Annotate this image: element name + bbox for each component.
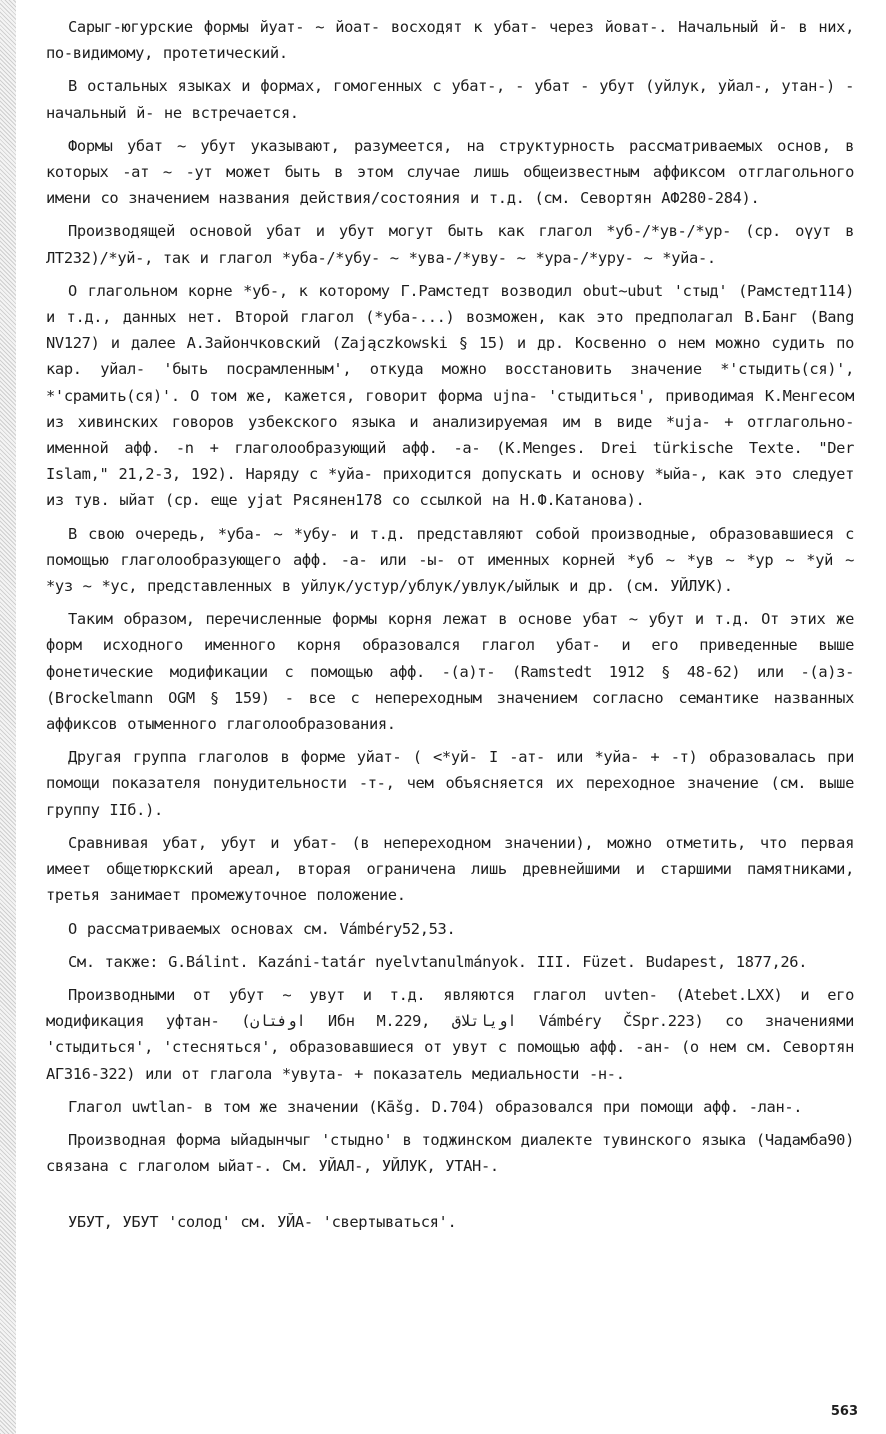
paragraph-14: Производная форма ыйадынчыг 'стыдно' в тоджинском диалекте тувинского языка (Чадамба90) связана с глаголом ыйат-. См. УЙАЛ-, УЙЛУК, УТАН-. — [46, 1130, 854, 1176]
scan-edge-shadow — [0, 0, 16, 1434]
page-body — [46, 14, 854, 1243]
paragraph-9: Сравнивая убат, убут и убат- (в непереходном значении), можно отметить, что первая имеет общетюркский ареал, вторая ограничена лишь древнейшими и старшими памятниками, третья занимает промежуточное положение. — [46, 833, 854, 905]
paragraph-4: Производящей основой убат и убут могут быть как глагол *уб-/*ув-/*ур- (ср. оүут в ЛТ232)/*уй-, так и глагол *уба-/*убу- ~ *ува-/*уву- ~ *ура-/*уру- ~ *уйа-. — [46, 222, 854, 267]
page-number: 563 — [830, 1404, 858, 1419]
paragraph-10: О рассматриваемых основах см. Vámbéry52,53. — [68, 919, 456, 938]
paragraph-13: Глагол uwtlan- в том же значении (Kāšg. D.704) образовался при помощи афф. -лан-. — [68, 1097, 803, 1116]
entry-heading-ubut: УБУТ, УБУТ 'солод' см. УЙА- 'свертываться'. — [68, 1213, 457, 1232]
paragraph-1: Сарыг-югурские формы йуат- ~ йоат- восходят к убат- через йоват-. Начальный й- в них, по-видимому, протетический. — [46, 18, 854, 63]
paragraph-6: В свою очередь, *уба- ~ *убу- и т.д. представляют собой производные, образовавшиеся с помощью глаголообразующего афф. -а- или -ы- от именных корней *уб ~ *ув ~ *ур ~ *уй ~ *уз ~ *ус, представленных в уйлук/устур/ублук/увлук/ыйлык и др. (см. УЙЛУК). — [46, 524, 854, 596]
paragraph-11: См. также: G.Bálint. Kazáni-tatár nyelvtanulmányok. III. Füzet. Budapest, 1877,26. — [68, 952, 808, 971]
paragraph-8: Другая группа глаголов в форме уйат- ( <*уй- I -ат- или *уйа- + -т) образовалась при помощи показателя понудительности -т-, чем объясняется их переходное значение (см. выше группу IIб.). — [46, 748, 854, 819]
paragraph-7: Таким образом, перечисленные формы корня лежат в основе убат ~ убут и т.д. От этих же форм исходного именного корня образовался глагол убат- и его приведенные выше фонетические модификации с помощью афф. -(а)т- (Ramstedt 1912 § 48-62) или -(а)з- (Brockelmann OGM § 159) - все с непереходным значением согласно семантике названных аффиксов отыменного глаголообразования. — [46, 610, 854, 734]
paragraph-2: В остальных языках и формах, гомогенных с убат-, - убат - убут (уйлук, уйал-, утан-) - начальный й- не встречается. — [46, 77, 854, 122]
paragraph-12: Производными от убут ~ увут и т.д. являются глагол uvten- (Atebet.LXX) и его модификация уфтан- (اوفتان Ибн М.229, اوياتلاق Vámbéry ČSpr.223) со значениями 'стыдиться', 'стесняться', образовавшиеся от увут с помощью афф. -ан- (о нем см. Севортян АГ316-322) или от глагола *увута- + показатель медиальности -н-. — [46, 985, 854, 1083]
paragraph-3: Формы убат ~ убут указывают, разумеется, на структурность рассматриваемых основ, в которых -ат ~ -ут может быть в этом случае лишь общеизвестным аффиксом отглагольного имени со значением названия действия/состояния и т.д. (см. Севортян АФ280-284). — [46, 136, 854, 208]
paragraph-5: О глагольном корне *уб-, к которому Г.Рамстедт возводил obut~ubut 'стыд' (Рамстедт114) и т.д., данных нет. Второй глагол (*уба-...) возможен, как это предполагал В.Банг (Bang NV127) и далее А.Зайончковский (Zajączkowski § 15) и др. Косвенно о нем можно судить по кар. уйал- 'быть посрамленным', откуда можно восстановить значение *'стыдить(ся)', *'срамить(ся)'. О том же, кажется, говорит форма ujna- 'стыдиться', приводимая К.Менгесом из хивинских говоров узбекского языка и анализируемая им в виде *uja- + отглагольно-именной афф. -n + глаголообразующий афф. -a- (K.Menges. Drei türkische Texte. "Der Islam," 21,2-3, 192). Наряду с *уйа- приходится допускать и основу *ыйа-, как это следует из тув. ыйат (ср. еще уjat Рясянен178 со ссылкой на Н.Ф.Катанова). — [46, 281, 854, 510]
